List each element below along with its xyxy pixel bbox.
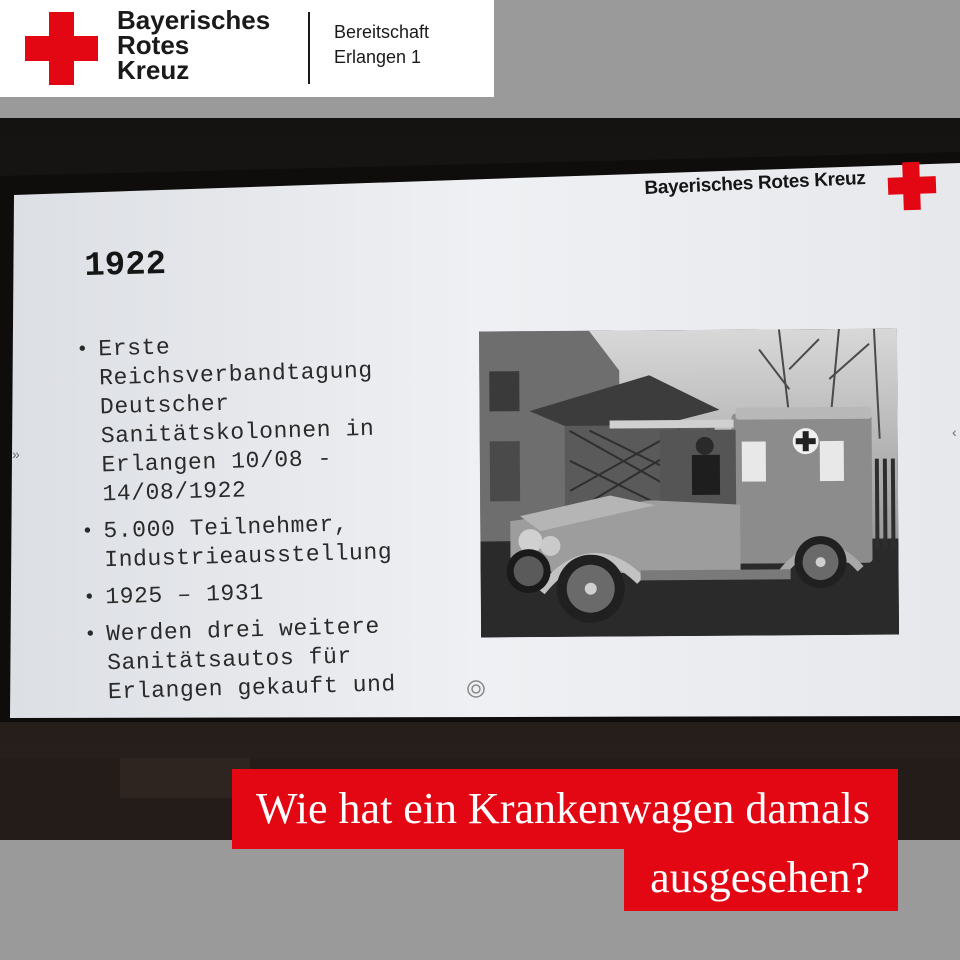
slide-bullet-item: • 1925 – 1931 [83, 573, 484, 613]
slide-bullet-item: • 5.000 Teilnehmer, Industrieausstellung [81, 507, 482, 576]
slide-bullet-list [76, 325, 486, 716]
header-logo [0, 0, 494, 97]
slide-control-circle-icon[interactable] [466, 679, 486, 699]
caption-line-2: ausgesehen? [624, 843, 898, 911]
slide-photograph [0, 118, 960, 840]
slide-brand-text: Bayerisches Rotes Kreuz [644, 167, 866, 199]
logo-divider [308, 12, 310, 84]
red-cross-icon [25, 12, 98, 85]
slide-next-arrow-icon[interactable]: ‹ [952, 424, 957, 440]
brand-name: Bayerisches Rotes Kreuz [117, 5, 271, 85]
slide-year-heading: 1922 [84, 246, 167, 286]
slide-bullet-item: • Erste Reichsverbandtagung Deutscher Sanitätskolonnen in Erlangen 10/08 - 14/08/1922 [76, 325, 481, 510]
slide-red-cross-icon [887, 161, 937, 211]
unit-name: Bereitschaft Erlangen 1 [334, 22, 430, 67]
slide-prev-arrow-icon[interactable]: » [12, 446, 20, 462]
caption-line-1: Wie hat ein Krankenwagen damals [232, 769, 898, 849]
slide-bullet-item: • Werden drei weitere Sanitätsautos für Erlangen gekauft und [84, 610, 486, 708]
historic-ambulance-photo [479, 329, 899, 638]
